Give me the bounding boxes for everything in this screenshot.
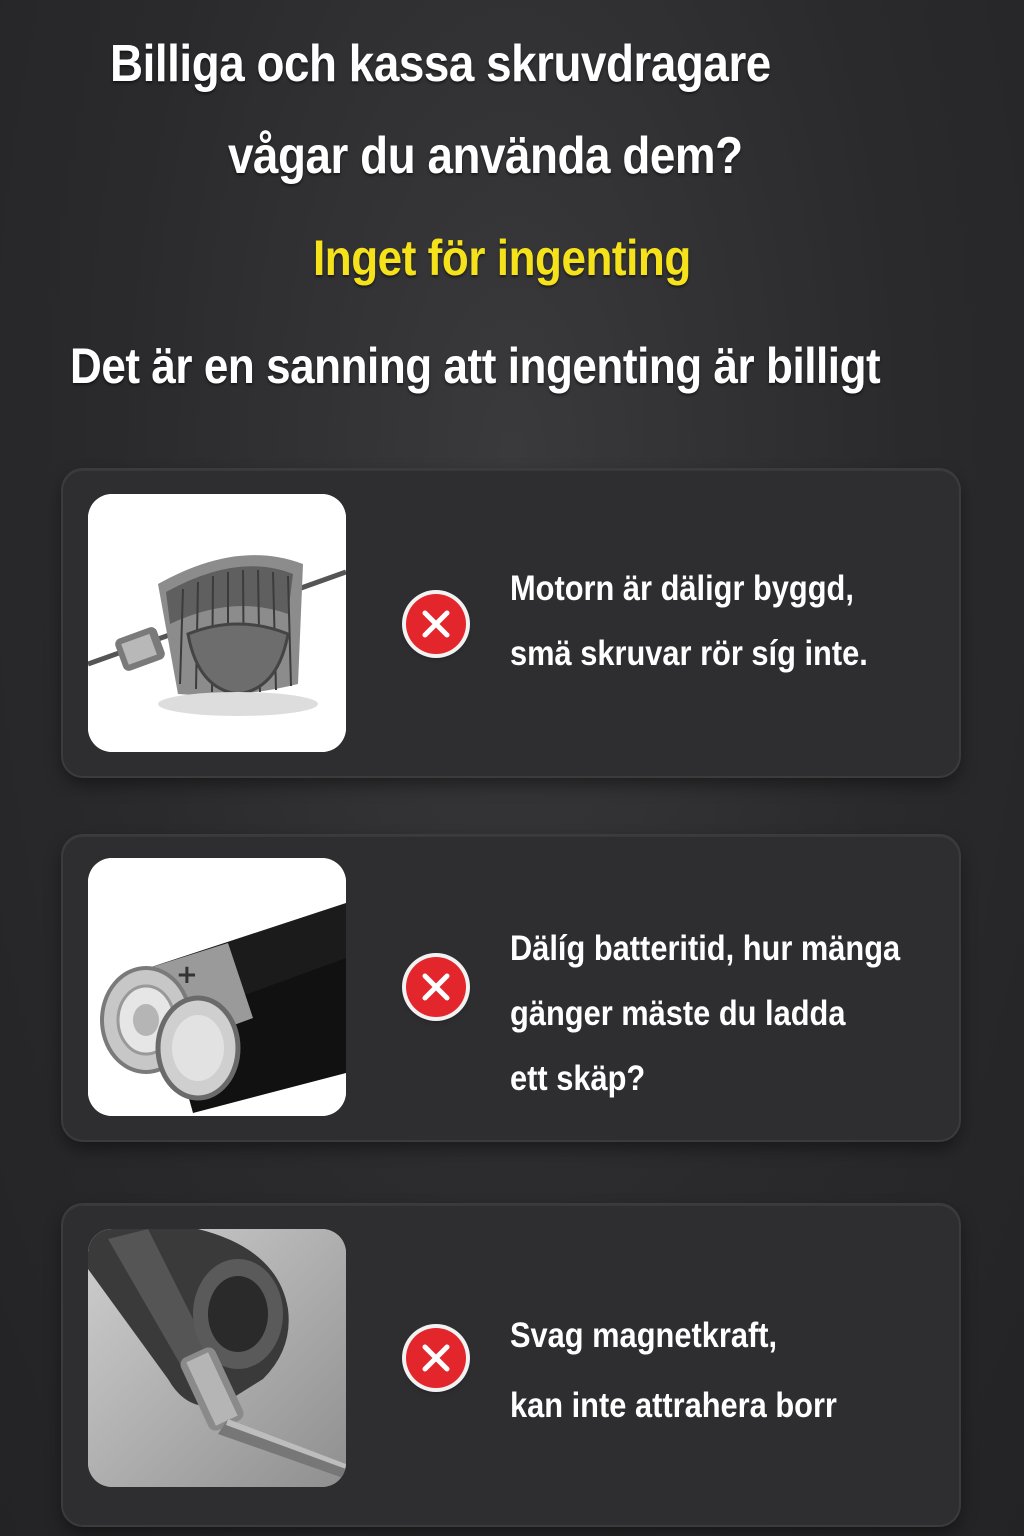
x-icon: [406, 957, 466, 1017]
description-line: gänger mäste du ladda: [510, 994, 846, 1033]
description-line: kan inte attrahera borr: [510, 1386, 837, 1425]
feature-description: [510, 556, 868, 686]
headline-line-2: vågar du använda dem?: [228, 127, 743, 185]
headline-line-1: Billiga och kassa skruvdragare: [110, 35, 771, 93]
description-line: Svag magnetkraft,: [510, 1316, 778, 1355]
feature-card-battery: [63, 836, 959, 1140]
magnetic-bit-image: [88, 1229, 346, 1487]
feature-card-magnet: [63, 1205, 959, 1525]
x-icon: [406, 1328, 466, 1388]
description-line: Motorn är däligr byggd,: [510, 569, 854, 608]
motor-image: [88, 494, 346, 752]
x-icon: [406, 594, 466, 654]
description-line: Dälíg batteritid, hur mänga: [510, 929, 901, 968]
description-line: ett skäp?: [510, 1059, 646, 1098]
statement-line: Det är en sanning att ingenting är billigt: [70, 338, 881, 394]
feature-description: [510, 916, 900, 1111]
feature-description: [510, 1301, 837, 1441]
feature-card-motor: [63, 470, 959, 776]
svg-text:+: +: [176, 960, 198, 990]
battery-image: [88, 858, 346, 1116]
highlight-subtitle: Inget för ingenting: [313, 230, 691, 286]
description-line: smä skruvar rör síg inte.: [510, 634, 868, 673]
